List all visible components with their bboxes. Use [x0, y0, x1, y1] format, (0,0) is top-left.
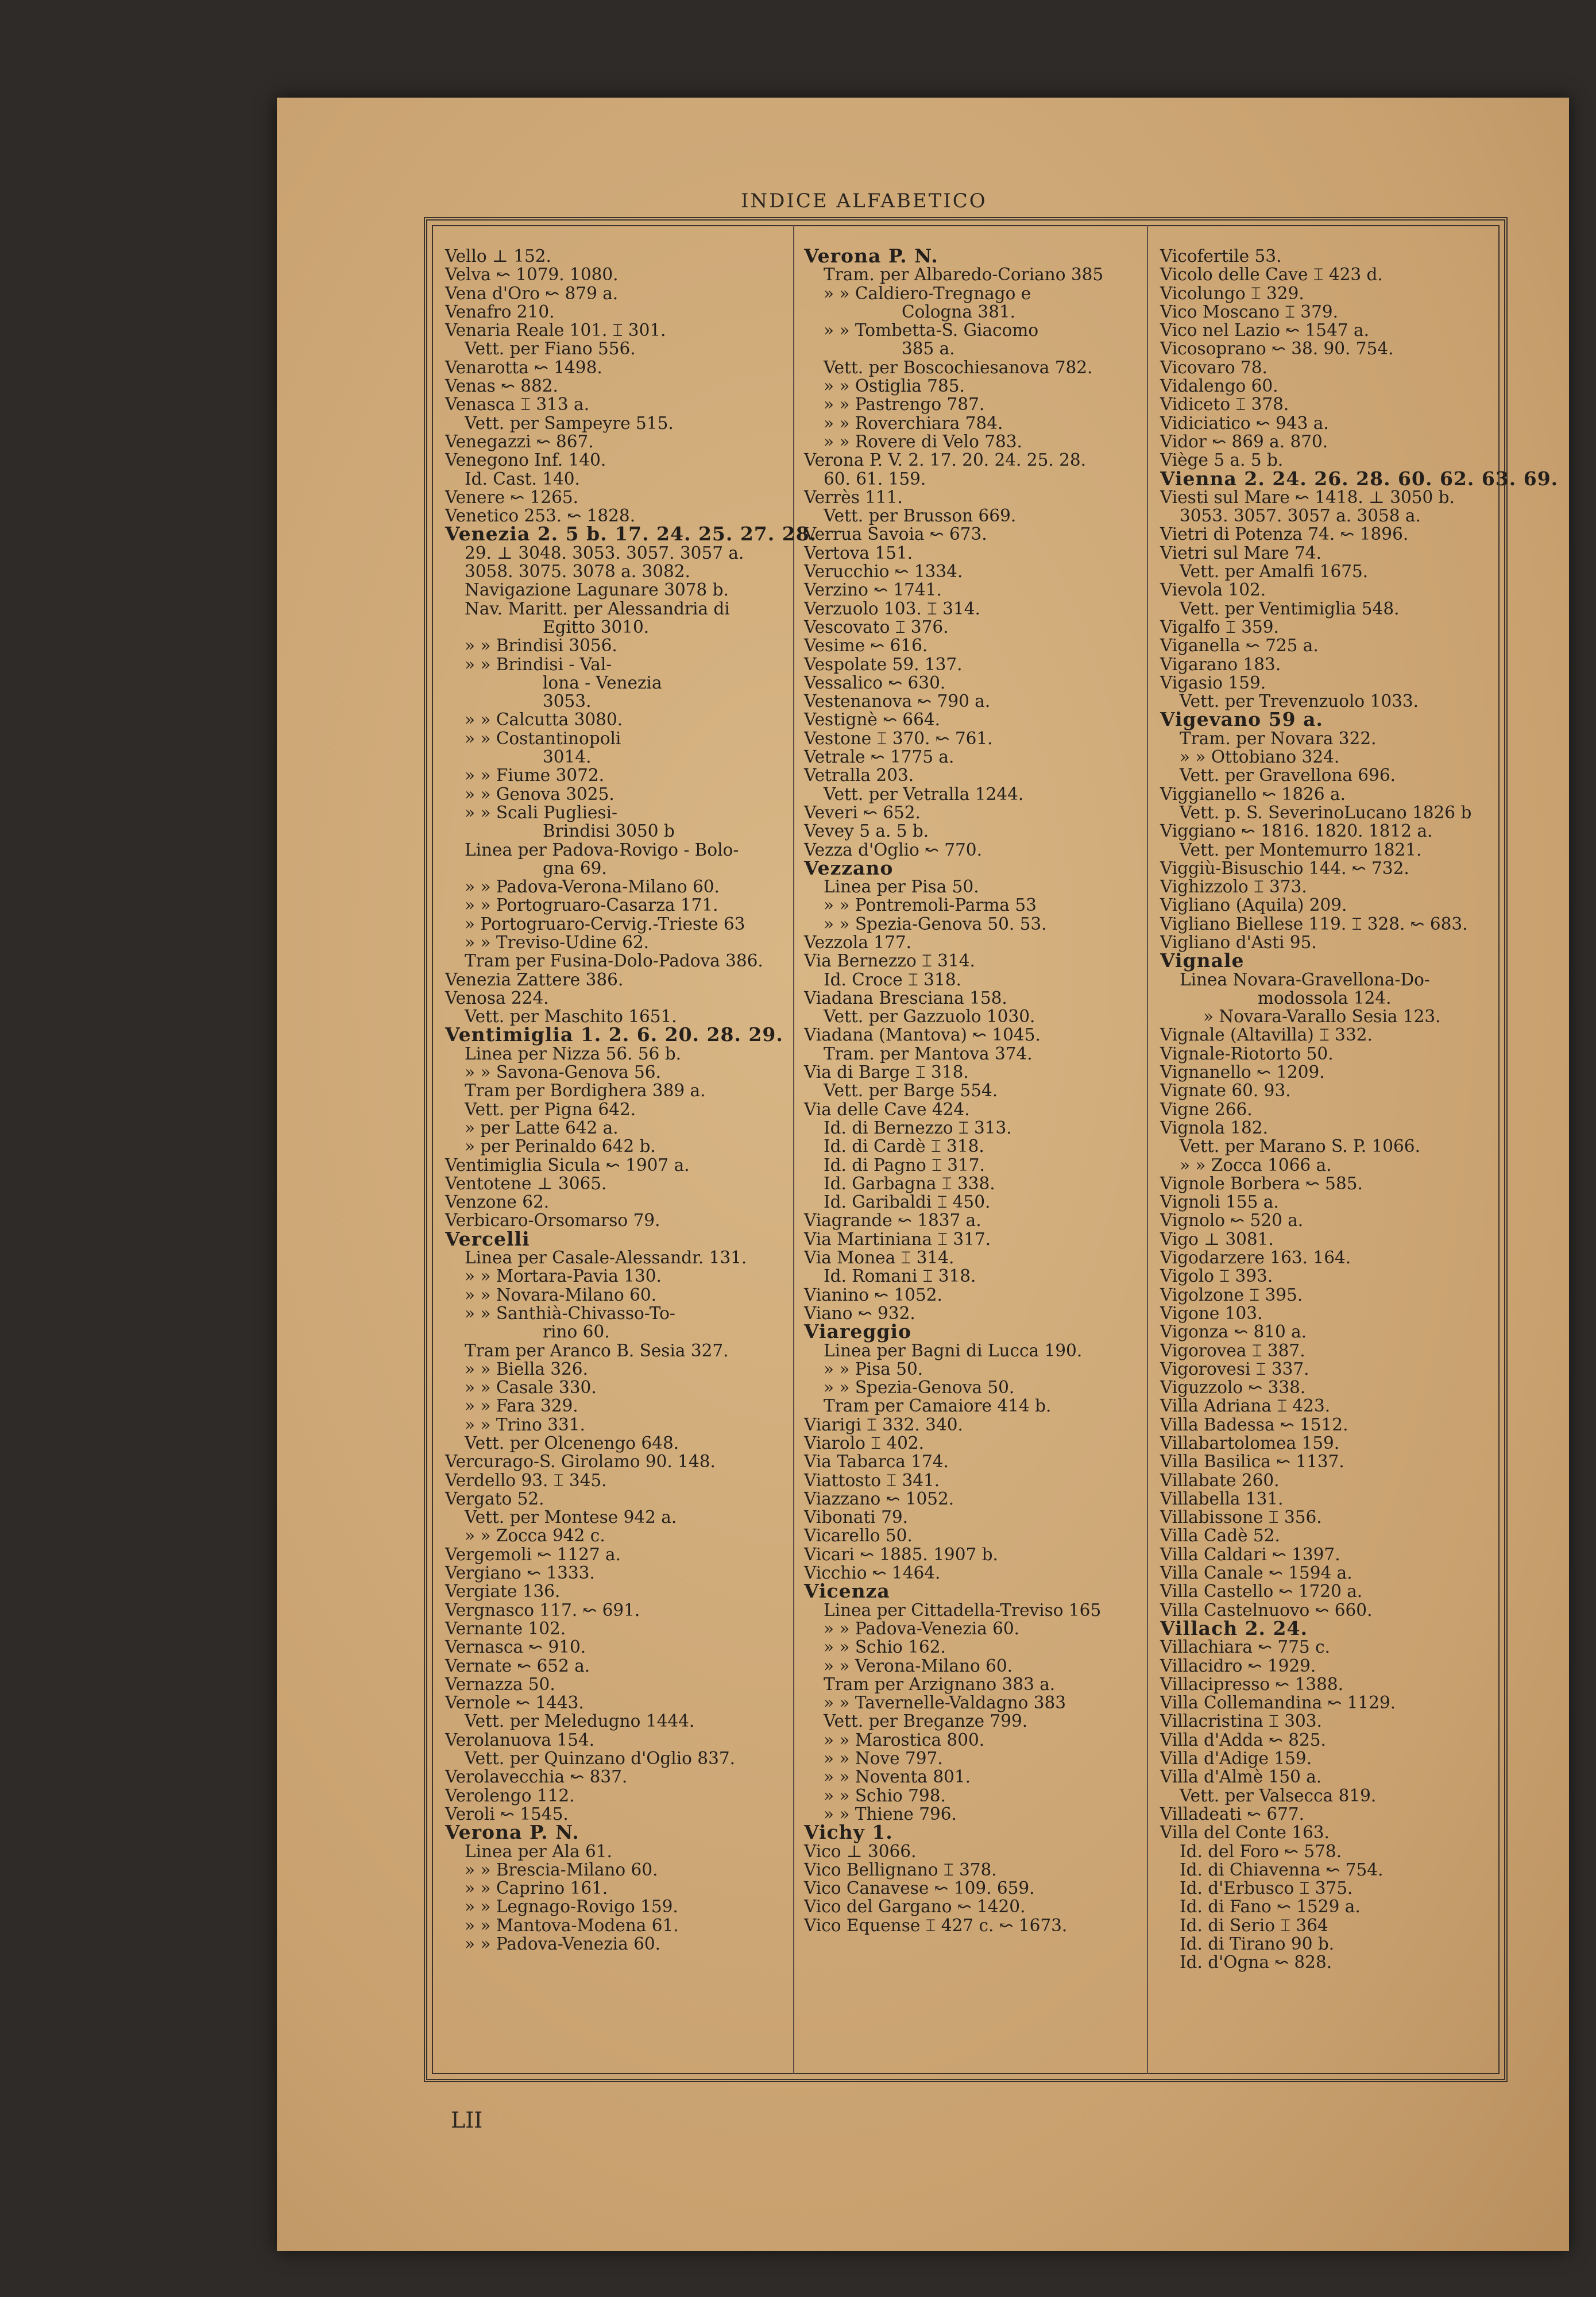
index-entry: Linea per Padova-Rovigo - Bolo- [465, 840, 739, 860]
index-entry: Vett. per Maschito 1651. [465, 1007, 677, 1027]
index-entry: Vigo ⊥ 3081. [1160, 1229, 1274, 1249]
index-entry: Ventimiglia Sicula ↜ 1907 a. [445, 1155, 690, 1175]
index-entry: Vercurago-S. Girolamo 90. 148. [445, 1452, 716, 1472]
index-entry: Venzone 62. [445, 1192, 550, 1212]
index-entry: Villabartolomea 159. [1160, 1433, 1340, 1453]
index-entry: Vergato 52. [445, 1488, 544, 1509]
index-entry: Vett. per Gazzuolo 1030. [824, 1007, 1035, 1027]
index-entry: Vergiano ↜ 1333. [445, 1563, 595, 1583]
index-entry: » » Calcutta 3080. [465, 710, 623, 730]
index-entry: Vigone 103. [1160, 1303, 1263, 1323]
index-entry: Egitto 3010. [543, 617, 650, 637]
index-entry: Vett. per Sampeyre 515. [465, 413, 674, 433]
index-entry: Vidiciatico ↜ 943 a. [1160, 413, 1329, 433]
index-entry: » » Scali Pugliesi- [465, 802, 618, 822]
index-entry: » » Ostiglia 785. [824, 376, 965, 396]
index-entry: Verolanuova 154. [445, 1730, 595, 1750]
index-heading: Vercelli [445, 1227, 530, 1250]
index-entry: Id. d'Ogna ↜ 828. [1180, 1952, 1332, 1973]
index-entry: Tram per Bordighera 389 a. [465, 1081, 706, 1101]
index-entry: » per Latte 642 a. [465, 1117, 619, 1138]
index-entry: Viarolo ⌶ 402. [804, 1433, 925, 1453]
index-entry: Vett. per Boscochiesanova 782. [824, 357, 1093, 377]
index-entry: » » Santhià-Chivasso-To- [465, 1303, 675, 1323]
index-heading: Villach 2. 24. [1160, 1617, 1308, 1639]
index-entry: Brindisi 3050 b [543, 821, 675, 841]
index-entry: Id. di Bernezzo ⌶ 313. [824, 1117, 1012, 1138]
index-entry: Id. Garbagna ⌶ 338. [824, 1173, 995, 1193]
index-entry: Vett. per Montemurro 1821. [1180, 840, 1422, 860]
index-entry: Id. di Serio ⌶ 364 [1180, 1915, 1328, 1935]
index-entry: Vett. per Ventimiglia 548. [1180, 598, 1400, 618]
index-entry: » » Tavernelle-Valdagno 383 [824, 1693, 1066, 1713]
index-entry: Vett. per Quinzano d'Oglio 837. [465, 1749, 735, 1769]
index-entry: Vigorovesi ⌶ 337. [1160, 1359, 1309, 1379]
index-entry: » » Caldiero-Tregnago e [824, 283, 1031, 303]
index-entry: Vigonza ↜ 810 a. [1160, 1322, 1307, 1342]
index-entry: Vigasio 159. [1160, 672, 1266, 693]
page-header: INDICE ALFABETICO [741, 190, 987, 212]
index-entry: Vico Canavese ↜ 109. 659. [804, 1878, 1035, 1898]
index-entry: Linea per Nizza 56. 56 b. [465, 1043, 682, 1064]
index-entry: » » Spezia-Genova 50. 53. [824, 914, 1047, 934]
index-heading: Ventimiglia 1. 2. 6. 20. 28. 29. [445, 1023, 783, 1046]
index-entry: Linea per Casale-Alessandr. 131. [465, 1248, 747, 1268]
index-entry: » » Costantinopoli [465, 728, 621, 748]
index-entry: Id. Romani ⌶ 318. [824, 1266, 976, 1286]
index-entry: » » Padova-Venezia 60. [824, 1618, 1020, 1638]
index-entry: » » Caprino 161. [465, 1878, 608, 1898]
index-entry: Linea per Bagni di Lucca 190. [824, 1340, 1083, 1360]
index-entry: » » Pastrengo 787. [824, 395, 985, 415]
index-entry: Villabissone ⌶ 356. [1160, 1507, 1322, 1528]
index-entry: Vernazza 50. [445, 1674, 555, 1694]
index-entry: » » Legnago-Rovigo 159. [465, 1897, 678, 1917]
index-entry: Villa Basilica ↜ 1137. [1160, 1452, 1344, 1472]
index-entry: Vezza d'Oglio ↜ 770. [804, 840, 982, 860]
index-entry: Tram per Arzignano 383 a. [824, 1674, 1056, 1694]
index-entry: 385 a. [902, 339, 955, 359]
index-heading: Vezzano [804, 856, 894, 879]
index-entry: Vett. per Trevenzuolo 1033. [1180, 691, 1419, 711]
index-heading: Vigevano 59 a. [1160, 708, 1323, 731]
index-entry: Via delle Cave 424. [804, 1099, 970, 1119]
index-entry: Villa del Conte 163. [1160, 1823, 1330, 1843]
index-entry: Vetralla 203. [804, 765, 914, 786]
index-entry: Tram. per Albaredo-Coriano 385 [824, 265, 1104, 285]
index-entry: Viadana Bresciana 158. [804, 988, 1007, 1008]
index-entry: » » Schio 162. [824, 1637, 946, 1657]
index-entry: Vicolungo ⌶ 329. [1160, 283, 1304, 303]
index-entry: Verzuolo 103. ⌶ 314. [804, 598, 980, 618]
index-entry: » » Tombetta-S. Giacomo [824, 320, 1039, 341]
index-entry: Vigarano 183. [1160, 654, 1281, 674]
index-entry: Vett. per Breganze 799. [824, 1711, 1028, 1731]
index-entry: Villa Adriana ⌶ 423. [1160, 1396, 1331, 1416]
index-entry: Villa Cadè 52. [1160, 1526, 1280, 1546]
index-entry: Vignanello ↜ 1209. [1160, 1062, 1325, 1082]
index-entry: » » Nove 797. [824, 1749, 943, 1769]
index-entry: Vett. per Amalfi 1675. [1180, 562, 1369, 582]
index-entry: Vigolzone ⌶ 395. [1160, 1285, 1303, 1305]
index-entry: Nav. Maritt. per Alessandria di [465, 598, 730, 618]
index-entry: Via Monea ⌶ 314. [804, 1248, 954, 1268]
index-entry: Vesime ↜ 616. [804, 636, 928, 656]
index-entry: Vernole ↜ 1443. [445, 1693, 584, 1713]
index-entry: Vett. per Pigna 642. [465, 1099, 636, 1119]
index-entry: Vergnasco 117. ↜ 691. [445, 1600, 640, 1620]
index-entry: Villabate 260. [1160, 1470, 1280, 1490]
index-entry: Vicolo delle Cave ⌶ 423 d. [1160, 265, 1383, 285]
index-entry: Veroli ↜ 1545. [445, 1804, 569, 1824]
index-entry: » » Savona-Genova 56. [465, 1062, 661, 1082]
index-heading: Verona P. N. [804, 245, 938, 267]
index-entry: Vicosoprano ↜ 38. 90. 754. [1160, 339, 1394, 359]
index-entry: Cologna 381. [902, 301, 1016, 322]
index-heading: Viareggio [804, 1320, 912, 1343]
index-entry: Vigolo ⌶ 393. [1160, 1266, 1273, 1286]
index-entry: Vezzola 177. [804, 932, 911, 952]
index-heading: Vicenza [804, 1580, 890, 1603]
index-entry: » » Casale 330. [465, 1378, 597, 1398]
index-entry: Verzino ↜ 1741. [804, 580, 942, 600]
index-entry: » » Portogruaro-Casarza 171. [465, 895, 718, 915]
index-entry: Vett. per Marano S. P. 1066. [1180, 1136, 1420, 1157]
index-entry: » » Padova-Venezia 60. [465, 1934, 661, 1954]
index-entry: Villa d'Adda ↜ 825. [1160, 1730, 1326, 1750]
index-column-1 [445, 246, 817, 1954]
index-entry: » Portogruaro-Cervig.-Trieste 63 [465, 914, 745, 934]
index-entry: Vertova 151. [804, 543, 913, 563]
index-entry: Viadana (Mantova) ↜ 1045. [804, 1025, 1041, 1045]
index-entry: rino 60. [543, 1322, 610, 1342]
index-entry: Tram per Camaiore 414 b. [824, 1396, 1052, 1416]
index-entry: Viège 5 a. 5 b. [1160, 450, 1284, 470]
index-entry: Navigazione Lagunare 3078 b. [465, 580, 729, 600]
index-entry: Vico del Gargano ↜ 1420. [804, 1897, 1026, 1917]
index-entry: Vett. per Vetralla 1244. [824, 784, 1024, 804]
index-entry: » » Noventa 801. [824, 1767, 971, 1787]
index-entry: Vergemoli ↜ 1127 a. [445, 1544, 621, 1564]
index-entry: Viesti sul Mare ↜ 1418. ⊥ 3050 b. [1160, 487, 1455, 507]
index-entry: » » Fiume 3072. [465, 765, 605, 786]
index-entry: Verolavecchia ↜ 837. [445, 1767, 628, 1787]
index-entry: Venas ↜ 882. [445, 376, 558, 396]
index-entry: Vibonati 79. [804, 1507, 909, 1528]
index-entry: 3058. 3075. 3078 a. 3082. [465, 562, 690, 582]
index-entry: » » Brindisi - Val- [465, 654, 612, 674]
index-entry: Villacidro ↜ 1929. [1160, 1656, 1316, 1676]
index-entry: Verrua Savoia ↜ 673. [804, 524, 987, 544]
index-entry: Id. di Chiavenna ↜ 754. [1180, 1859, 1384, 1880]
index-entry: Vidalengo 60. [1160, 376, 1278, 396]
index-entry: Venarotta ↜ 1498. [445, 357, 602, 377]
index-entry: Venezia Zattere 386. [445, 969, 624, 989]
index-heading: Vichy 1. [804, 1821, 893, 1844]
index-entry: modossola 124. [1258, 988, 1392, 1008]
index-entry: Vigliano d'Asti 95. [1160, 932, 1317, 952]
index-entry: Id. di Fano ↜ 1529 a. [1180, 1897, 1361, 1917]
index-entry: Vighizzolo ⌶ 373. [1160, 877, 1307, 897]
index-entry: Linea per Ala 61. [465, 1841, 612, 1861]
index-entry: Vigliano Biellese 119. ⌶ 328. ↜ 683. [1160, 914, 1468, 934]
index-entry: 3014. [543, 747, 592, 767]
index-entry: Vico ⊥ 3066. [804, 1841, 917, 1861]
index-entry: Villachiara ↜ 775 c. [1160, 1637, 1330, 1657]
index-entry: » » Roverchiara 784. [824, 413, 1003, 433]
index-entry: Viggianello ↜ 1826 a. [1160, 784, 1346, 804]
index-entry: Vignate 60. 93. [1160, 1081, 1291, 1101]
column-divider [793, 225, 794, 2074]
index-entry: Vestenanova ↜ 790 a. [804, 691, 991, 711]
index-entry: Vett. per Brusson 669. [824, 506, 1017, 526]
index-entry: Venegazzi ↜ 867. [445, 431, 594, 451]
index-entry: Verolengo 112. [445, 1785, 575, 1805]
index-entry: Villa Canale ↜ 1594 a. [1160, 1563, 1352, 1583]
index-entry: » » Fara 329. [465, 1396, 578, 1416]
index-entry: Vigliano (Aquila) 209. [1160, 895, 1347, 915]
index-entry: Venasca ⌶ 313 a. [445, 395, 589, 415]
index-entry: » » Rovere di Velo 783. [824, 431, 1022, 451]
index-entry: Venaria Reale 101. ⌶ 301. [445, 320, 666, 341]
index-entry: Vett. per Valsecca 819. [1180, 1785, 1377, 1805]
index-entry: Vena d'Oro ↜ 879 a. [445, 283, 619, 303]
index-entry: Vernate ↜ 652 a. [445, 1656, 590, 1676]
index-entry: Vetrale ↜ 1775 a. [804, 747, 954, 767]
index-entry: » » Brindisi 3056. [465, 636, 617, 656]
index-entry: » » Pontremoli-Parma 53 [824, 895, 1037, 915]
index-entry: » Novara-Varallo Sesia 123. [1203, 1007, 1441, 1027]
index-entry: Via di Barge ⌶ 318. [804, 1062, 969, 1082]
page-number: LII [451, 2107, 483, 2133]
index-entry: Villa Castello ↜ 1720 a. [1160, 1581, 1363, 1602]
index-heading: Vienna 2. 24. 26. 28. 60. 62. 63. 69. [1160, 467, 1559, 490]
index-entry: Verona P. V. 2. 17. 20. 24. 25. 28. [804, 450, 1087, 470]
index-entry: Vett. per Fiano 556. [465, 339, 636, 359]
index-entry: Vespolate 59. 137. [804, 654, 963, 674]
index-entry: » » Biella 326. [465, 1359, 588, 1379]
index-entry: Ventotene ⊥ 3065. [445, 1173, 607, 1193]
index-entry: Veveri ↜ 652. [804, 802, 921, 822]
index-entry: » » Genova 3025. [465, 784, 615, 804]
index-entry: Vico Equense ⌶ 427 c. ↜ 1673. [804, 1915, 1068, 1935]
index-entry: Vigodarzere 163. 164. [1160, 1248, 1351, 1268]
index-entry: Linea per Pisa 50. [824, 877, 979, 897]
index-entry: Vett. per Gravellona 696. [1180, 765, 1396, 786]
index-entry: Id. del Foro ↜ 578. [1180, 1841, 1342, 1861]
index-entry: Id. d'Erbusco ⌶ 375. [1180, 1878, 1353, 1898]
index-entry: 29. ⊥ 3048. 3053. 3057. 3057 a. [465, 543, 744, 563]
index-entry: » » Padova-Verona-Milano 60. [465, 877, 720, 897]
index-entry: Venere ↜ 1265. [445, 487, 578, 507]
index-entry: Villa Collemandina ↜ 1129. [1160, 1693, 1396, 1713]
index-entry: » » Novara-Milano 60. [465, 1285, 657, 1305]
index-entry: Verdello 93. ⌶ 345. [445, 1470, 607, 1490]
index-entry: Via Tabarca 174. [804, 1452, 949, 1472]
index-entry: Viattosto ⌶ 341. [804, 1470, 940, 1490]
index-entry: Vett. p. S. SeverinoLucano 1826 b [1180, 802, 1472, 822]
index-entry: Vianino ↜ 1052. [804, 1285, 942, 1305]
index-entry: Vietri sul Mare 74. [1160, 543, 1322, 563]
index-entry: Venafro 210. [445, 301, 555, 322]
index-entry: Tram per Aranco B. Sesia 327. [465, 1340, 729, 1360]
index-entry: Linea per Cittadella-Treviso 165 [824, 1600, 1102, 1620]
index-entry: » » Marostica 800. [824, 1730, 985, 1750]
index-entry: Villadeati ↜ 677. [1160, 1804, 1305, 1824]
index-entry: Vietri di Potenza 74. ↜ 1896. [1160, 524, 1409, 544]
index-entry: Villa d'Adige 159. [1160, 1749, 1312, 1769]
index-entry: Viarigi ⌶ 332. 340. [804, 1414, 963, 1434]
index-entry: Id. di Tirano 90 b. [1180, 1934, 1335, 1954]
index-entry: Vigne 266. [1160, 1099, 1253, 1119]
index-entry: » » Zocca 942 c. [465, 1526, 605, 1546]
index-entry: Viano ↜ 932. [804, 1303, 915, 1323]
index-entry: Id. Cast. 140. [465, 469, 580, 489]
index-entry: Vello ⊥ 152. [445, 246, 551, 266]
index-entry: » » Spezia-Genova 50. [824, 1378, 1015, 1398]
index-entry: » » Pisa 50. [824, 1359, 923, 1379]
index-heading: Venezia 2. 5 b. 17. 24. 25. 27. 28. [445, 523, 817, 546]
index-entry: Vett. per Meledugno 1444. [465, 1711, 695, 1731]
index-entry: Vicovaro 78. [1160, 357, 1267, 377]
index-entry: Venegono Inf. 140. [445, 450, 606, 470]
index-entry: 3053. 3057. 3057 a. 3058 a. [1180, 506, 1421, 526]
index-entry: Vicari ↜ 1885. 1907 b. [804, 1544, 998, 1564]
index-entry: » » Brescia-Milano 60. [465, 1859, 658, 1880]
index-entry: Vico Moscano ⌶ 379. [1160, 301, 1338, 322]
index-entry: Vestone ⌶ 370. ↜ 761. [804, 728, 993, 748]
index-entry: Vidor ↜ 869 a. 870. [1160, 431, 1328, 451]
index-entry: Vernante 102. [445, 1618, 566, 1638]
index-entry: lona - Venezia [543, 672, 662, 693]
index-entry: Verrès 111. [804, 487, 903, 507]
index-entry: » per Perinaldo 642 b. [465, 1136, 656, 1157]
index-entry: Villa Castelnuovo ↜ 660. [1160, 1600, 1373, 1620]
index-entry: Vestignè ↜ 664. [804, 710, 940, 730]
index-entry: Venetico 253. ↜ 1828. [445, 506, 636, 526]
index-column-3 [1160, 246, 1559, 1973]
index-heading: Vignale [1160, 949, 1245, 972]
index-entry: Viganella ↜ 725 a. [1160, 636, 1319, 656]
index-entry: Via Martiniana ⌶ 317. [804, 1229, 991, 1249]
index-entry: » » Thiene 796. [824, 1804, 957, 1824]
index-entry: Verucchio ↜ 1334. [804, 562, 963, 582]
index-entry: » » Schio 798. [824, 1785, 946, 1805]
index-entry: Vignale-Riotorto 50. [1160, 1043, 1334, 1064]
index-entry: Vergiate 136. [445, 1581, 561, 1602]
index-entry: Vidiceto ⌶ 378. [1160, 395, 1289, 415]
index-entry: » » Mortara-Pavia 130. [465, 1266, 662, 1286]
index-entry: Vicarello 50. [804, 1526, 913, 1546]
index-entry: Tram. per Mantova 374. [824, 1043, 1033, 1064]
index-entry: gna 69. [543, 858, 607, 878]
index-entry: Villa Caldari ↜ 1397. [1160, 1544, 1340, 1564]
index-entry: Villa Badessa ↜ 1512. [1160, 1414, 1348, 1434]
index-entry: Vignole Borbera ↜ 585. [1160, 1173, 1363, 1193]
index-entry: Villacristina ⌶ 303. [1160, 1711, 1322, 1731]
index-entry: Vignola 182. [1160, 1117, 1268, 1138]
index-entry: Vigalfo ⌶ 359. [1160, 617, 1279, 637]
index-entry: Via Bernezzo ⌶ 314. [804, 951, 975, 971]
index-entry: Id. di Pagno ⌶ 317. [824, 1155, 985, 1175]
index-entry: Villa d'Almè 150 a. [1160, 1767, 1322, 1787]
index-entry: Id. Croce ⌶ 318. [824, 969, 961, 989]
index-entry: Velva ↜ 1079. 1080. [445, 265, 619, 285]
index-entry: Viagrande ↜ 1837 a. [804, 1211, 981, 1231]
index-entry: Viguzzolo ↜ 338. [1160, 1378, 1306, 1398]
index-entry: » » Verona-Milano 60. [824, 1656, 1013, 1676]
index-entry: Vett. per Montese 942 a. [465, 1507, 677, 1528]
index-entry: » » Mantova-Modena 61. [465, 1915, 679, 1935]
index-entry: Venosa 224. [445, 988, 549, 1008]
index-entry: Tram per Fusina-Dolo-Padova 386. [465, 951, 763, 971]
index-entry: Viggiano ↜ 1816. 1820. 1812 a. [1160, 821, 1433, 841]
index-entry: Vessalico ↜ 630. [804, 672, 946, 693]
index-entry: Villacipresso ↜ 1388. [1160, 1674, 1344, 1694]
index-entry: Vignale (Altavilla) ⌶ 332. [1160, 1025, 1373, 1045]
index-entry: Id. di Cardè ⌶ 318. [824, 1136, 984, 1157]
index-entry: » » Treviso-Udine 62. [465, 932, 649, 952]
index-entry: Vico nel Lazio ↜ 1547 a. [1160, 320, 1369, 341]
index-entry: Tram. per Novara 322. [1180, 728, 1377, 748]
index-entry: Vernasca ↜ 910. [445, 1637, 586, 1657]
index-entry: Vico Bellignano ⌶ 378. [804, 1859, 997, 1880]
index-entry: Vignoli 155 a. [1160, 1192, 1279, 1212]
index-entry: 3053. [543, 691, 592, 711]
index-entry: Vigorovea ⌶ 387. [1160, 1340, 1305, 1360]
index-entry: Verbicaro-Orsomarso 79. [445, 1211, 660, 1231]
index-entry: Linea Novara-Gravellona-Do- [1180, 969, 1430, 989]
index-entry: Vicofertile 53. [1160, 246, 1282, 266]
index-entry: 60. 61. 159. [824, 469, 926, 489]
index-entry: Id. Garibaldi ⌶ 450. [824, 1192, 991, 1212]
index-heading: Verona P. N. [445, 1821, 579, 1844]
index-entry: Villabella 131. [1160, 1488, 1284, 1509]
index-entry: Vescovato ⌶ 376. [804, 617, 949, 637]
index-entry: Vievola 102. [1160, 580, 1266, 600]
index-entry: Viazzano ↜ 1052. [804, 1488, 954, 1509]
index-entry: » » Trino 331. [465, 1414, 585, 1434]
index-entry: Vett. per Barge 554. [824, 1081, 998, 1101]
index-entry: » » Ottobiano 324. [1180, 747, 1340, 767]
index-column-2 [804, 247, 1149, 1935]
index-entry: » » Zocca 1066 a. [1180, 1155, 1332, 1175]
index-entry: Vicchio ↜ 1464. [804, 1563, 941, 1583]
index-entry: Vett. per Olcenengo 648. [465, 1433, 679, 1453]
index-entry: Viggiù-Bisuschio 144. ↜ 732. [1160, 858, 1409, 878]
index-entry: Vevey 5 a. 5 b. [804, 821, 929, 841]
index-entry: Vignolo ↜ 520 a. [1160, 1211, 1304, 1231]
